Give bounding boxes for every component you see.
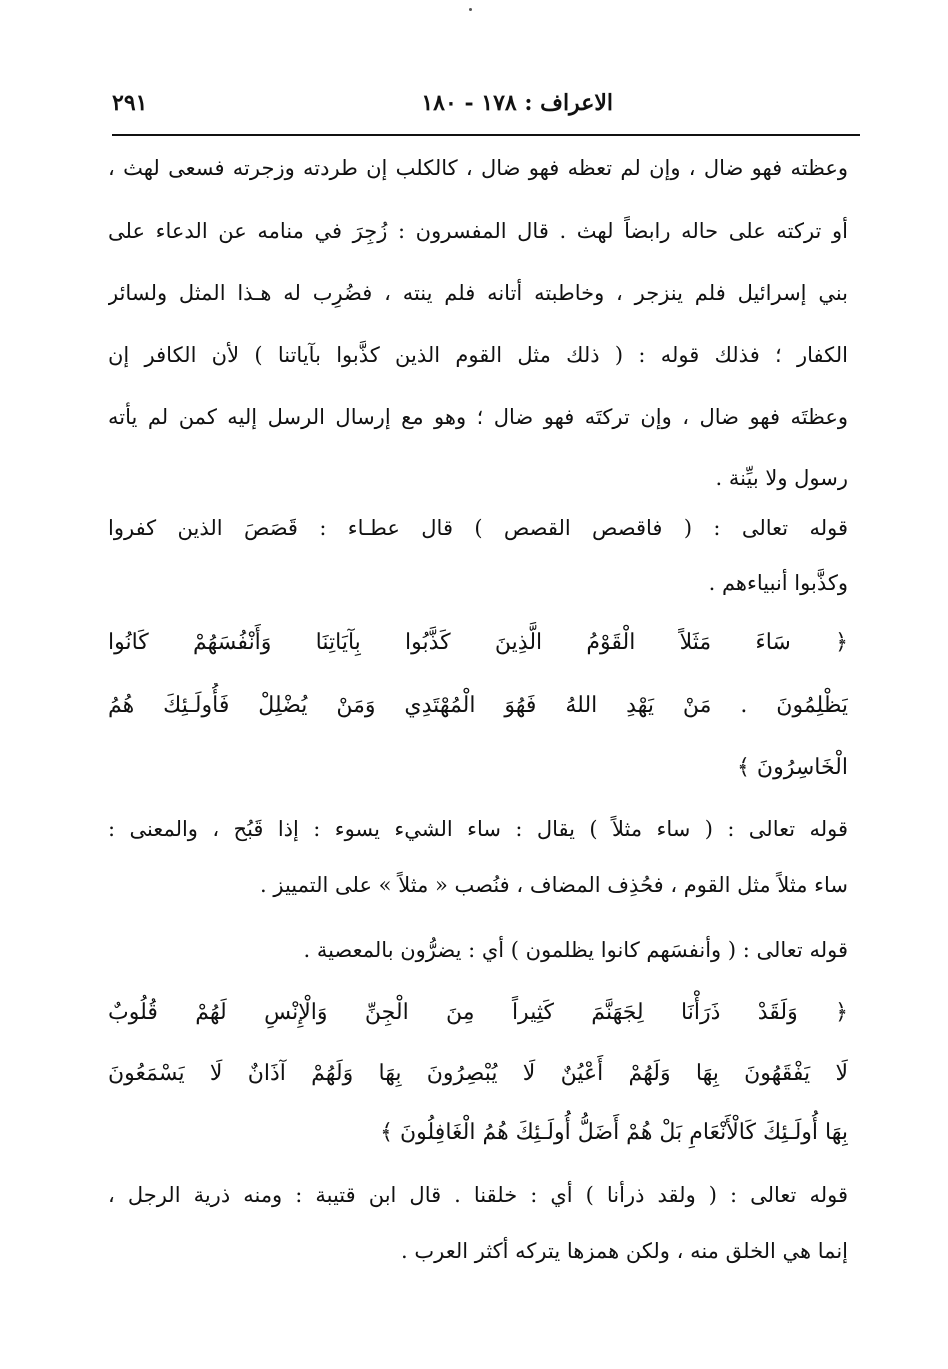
page-header (112, 86, 848, 126)
quran-verse-line: بِهَا أُولَـئِكَ كَالْأَنْعَامِ بَلْ هُمْ أَضَلُّ أُولَـئِكَ هُمُ الْغَافِلُونَ ﴾ (380, 1120, 848, 1145)
commentary-line: قوله تعالى : ( ساء مثلاً ) يقال : ساء الشيء يسوء : إذا قَبُح ، والمعنى : (108, 817, 848, 841)
text-line: رسول ولا بيِّنة . (715, 466, 848, 490)
text-line: بني إسرائيل فلم ينزجر ، وخاطبته أتانه فلم ينته ، فضُرِب له هـذا المثل ولسائر (108, 281, 848, 305)
header-rule (112, 134, 860, 136)
commentary-line: قوله تعالى : ( وأنفسَهم كانوا يظلمون ) أي : يضرُّون بالمعصية . (303, 938, 848, 962)
text-line: وعظتَه فهو ضال ، وإن تركتَه فهو ضال ؛ وهو مع إرسال الرسل إليه كمن لم يأته (108, 405, 848, 429)
commentary-line: قوله تعالى : ( فاقصص القصص ) قال عطـاء : قَصَصَ الذين كفروا (108, 516, 848, 540)
scan-mark (469, 8, 472, 11)
commentary-line: ساء مثلاً مثل القوم ، فحُذِف المضاف ، فنُصب « مثلاً » على التمييز . (260, 873, 848, 897)
quran-verse-line: الْخَاسِرُونَ ﴾ (737, 755, 848, 780)
text-line: أو تركته على حاله رابضاً لهث . قال المفسرون : زُجِرَ في منامه عن الدعاء على (108, 219, 848, 243)
quran-verse-line: ﴿ وَلَقَدْ ذَرَأْنَا لِجَهَنَّمَ كَثِيراً مِنَ الْجِنِّ وَالْإِنْسِ لَهُمْ قُلُوبٌ (108, 1000, 848, 1025)
commentary-line: إنما هي الخلق منه ، ولكن همزها يتركه أكثر العرب . (401, 1239, 848, 1263)
commentary-line: وكذَّبوا أنبياءهم . (708, 571, 848, 595)
quran-verse-line: يَظْلِمُونَ . مَنْ يَهْدِ اللهُ فَهُوَ الْمُهْتَدِي وَمَنْ يُضْلِلْ فَأُولَـئِكَ هُمُ (108, 693, 848, 718)
quran-verse-line: ﴿ سَاءَ مَثَلاً الْقَوْمُ الَّذِينَ كَذَّبُوا بِآيَاتِنَا وَأَنْفُسَهُمْ كَانُوا (108, 630, 848, 655)
commentary-line: قوله تعالى : ( ولقد ذرأنا ) أي : خلقنا . قال ابن قتيبة : ومنه ذرية الرجل ، (108, 1183, 848, 1207)
text-line: الكفار ؛ فذلك قوله : ( ذلك مثل القوم الذين كذَّبوا بآياتنا ) لأن الكافر إن (108, 343, 848, 367)
running-title: الاعراف : ١٧٨ - ١٨٠ (421, 90, 613, 116)
quran-verse-line: لَا يَفْقَهُونَ بِهَا وَلَهُمْ أَعْيُنٌ لَا يُبْصِرُونَ بِهَا وَلَهُمْ آذَانٌ لَا يَسْمَعُونَ (108, 1061, 848, 1086)
page-number: ٢٩١ (112, 90, 148, 116)
text-line: وعظته فهو ضال ، وإن لم تعظه فهو ضال ، كالكلب إن طردته وزجرته فسعى لهث ، (108, 156, 848, 180)
